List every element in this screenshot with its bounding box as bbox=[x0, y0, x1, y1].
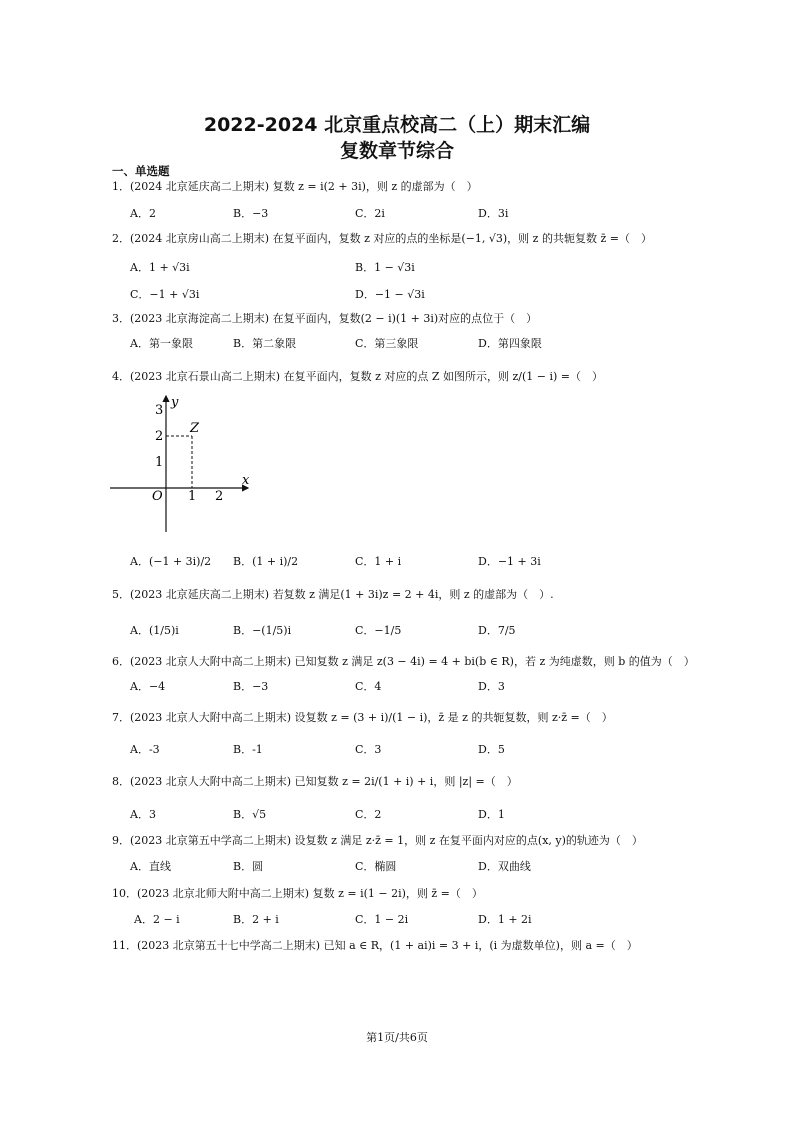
question-10: 10．(2023 北京北师大附中高二上期末) 复数 z = i(1 − 2i)，则 z̄ =（ ） bbox=[112, 887, 483, 900]
q4-option-d: D．−1 + 3i bbox=[478, 555, 541, 568]
q5-option-d: D．7/5 bbox=[478, 624, 516, 637]
section-heading: 一、单选题 bbox=[112, 164, 170, 178]
q6-option-b: B．−3 bbox=[233, 680, 269, 693]
q4-option-a: A．(−1 + 3i)/2 bbox=[130, 555, 212, 568]
q8-option-c: C．2 bbox=[355, 808, 382, 821]
q7-option-d: D．5 bbox=[478, 743, 505, 756]
x-axis-label: x bbox=[242, 473, 250, 488]
q5-option-b: B．−(1/5)i bbox=[233, 624, 292, 637]
q10-option-b: B．2 + i bbox=[233, 913, 279, 926]
q1-option-b: B．−3 bbox=[233, 207, 269, 220]
y-axis-label: y bbox=[171, 395, 179, 410]
question-6: 6．(2023 北京人大附中高二上期末) 已知复数 z 满足 z(3 − 4i) = 4 + bi(b ∈ R)，若 z 为纯虚数，则 b 的值为（ ） bbox=[112, 655, 695, 668]
q2-option-b: B．1 − √3i bbox=[355, 261, 415, 274]
q10-option-c: C．1 − 2i bbox=[355, 913, 409, 926]
question-5: 5．(2023 北京延庆高二上期末) 若复数 z 满足(1 + 3i)z = 2 + 4i，则 z 的虚部为（ ）. bbox=[112, 588, 554, 601]
question-7: 7．(2023 北京人大附中高二上期末) 设复数 z = (3 + i)/(1 − i)，z̄ 是 z 的共轭复数，则 z·z̄ =（ ） bbox=[112, 711, 613, 724]
q3-option-d: D．第四象限 bbox=[478, 337, 542, 350]
q3-option-b: B．第二象限 bbox=[233, 337, 297, 350]
q8-option-b: B．√5 bbox=[233, 808, 267, 821]
q1-option-d: D．3i bbox=[478, 207, 509, 220]
q9-option-a: A．直线 bbox=[130, 860, 171, 873]
page-subtitle: 复数章节综合 bbox=[339, 140, 454, 162]
q9-option-d: D．双曲线 bbox=[478, 860, 531, 873]
q2-option-a: A．1 + √3i bbox=[130, 261, 190, 274]
question-1: 1．(2024 北京延庆高二上期末) 复数 z = i(2 + 3i)，则 z 的虚部为（ ） bbox=[112, 180, 478, 193]
q7-option-a: A．-3 bbox=[130, 743, 160, 756]
q10-option-a: A．2 − i bbox=[134, 913, 180, 926]
q3-option-a: A．第一象限 bbox=[130, 337, 193, 350]
q4-option-c: C．1 + i bbox=[355, 555, 402, 568]
question-8: 8．(2023 北京人大附中高二上期末) 已知复数 z = 2i/(1 + i) + i，则 |z| =（ ） bbox=[112, 775, 518, 788]
point-z-label: Z bbox=[190, 421, 200, 436]
question-9: 9．(2023 北京第五中学高二上期末) 设复数 z 满足 z·z̄ = 1，则 z 在复平面内对应的点(x, y)的轨迹为（ ） bbox=[112, 834, 643, 847]
q2-option-d: D．−1 − √3i bbox=[355, 288, 425, 301]
question-11: 11．(2023 北京第五十七中学高二上期末) 已知 a ∈ R，(1 + ai)i = 3 + i，(i 为虚数单位)，则 a =（ ） bbox=[112, 939, 638, 952]
y-tick-3: 3 bbox=[155, 403, 164, 418]
q7-option-b: B．-1 bbox=[233, 743, 263, 756]
page-footer: 第1页/共6页 bbox=[366, 1031, 428, 1044]
q7-option-c: C．3 bbox=[355, 743, 382, 756]
q9-option-b: B．圆 bbox=[233, 860, 264, 873]
complex-plane-figure bbox=[108, 392, 258, 537]
q6-option-a: A．−4 bbox=[130, 680, 166, 693]
q10-option-d: D．1 + 2i bbox=[478, 913, 532, 926]
q2-option-c: C．−1 + √3i bbox=[130, 288, 200, 301]
origin-label: O bbox=[152, 489, 163, 504]
q1-option-c: C．2i bbox=[355, 207, 385, 220]
q6-option-d: D．3 bbox=[478, 680, 505, 693]
y-tick-1: 1 bbox=[155, 455, 164, 470]
q8-option-d: D．1 bbox=[478, 808, 505, 821]
q3-option-c: C．第三象限 bbox=[355, 337, 419, 350]
x-tick-1: 1 bbox=[188, 489, 197, 504]
q9-option-c: C．椭圆 bbox=[355, 860, 397, 873]
q1-option-a: A．2 bbox=[130, 207, 156, 220]
question-3: 3．(2023 北京海淀高二上期末) 在复平面内，复数(2 − i)(1 + 3i)对应的点位于（ ） bbox=[112, 312, 538, 325]
question-2: 2．(2024 北京房山高二上期末) 在复平面内，复数 z 对应的点的坐标是(−1, √3)，则 z 的共轭复数 z̄ =（ ） bbox=[112, 232, 652, 245]
q5-option-a: A．(1/5)i bbox=[130, 624, 179, 637]
y-tick-2: 2 bbox=[155, 429, 164, 444]
question-4: 4．(2023 北京石景山高二上期末) 在复平面内，复数 z 对应的点 Z 如图所示，则 z/(1 − i) =（ ） bbox=[112, 370, 604, 383]
page-title: 2022-2024 北京重点校高二（上）期末汇编 bbox=[203, 114, 591, 136]
q5-option-c: C．−1/5 bbox=[355, 624, 402, 637]
q6-option-c: C．4 bbox=[355, 680, 382, 693]
q8-option-a: A．3 bbox=[130, 808, 156, 821]
q4-option-b: B．(1 + i)/2 bbox=[233, 555, 299, 568]
x-tick-2: 2 bbox=[215, 489, 224, 504]
